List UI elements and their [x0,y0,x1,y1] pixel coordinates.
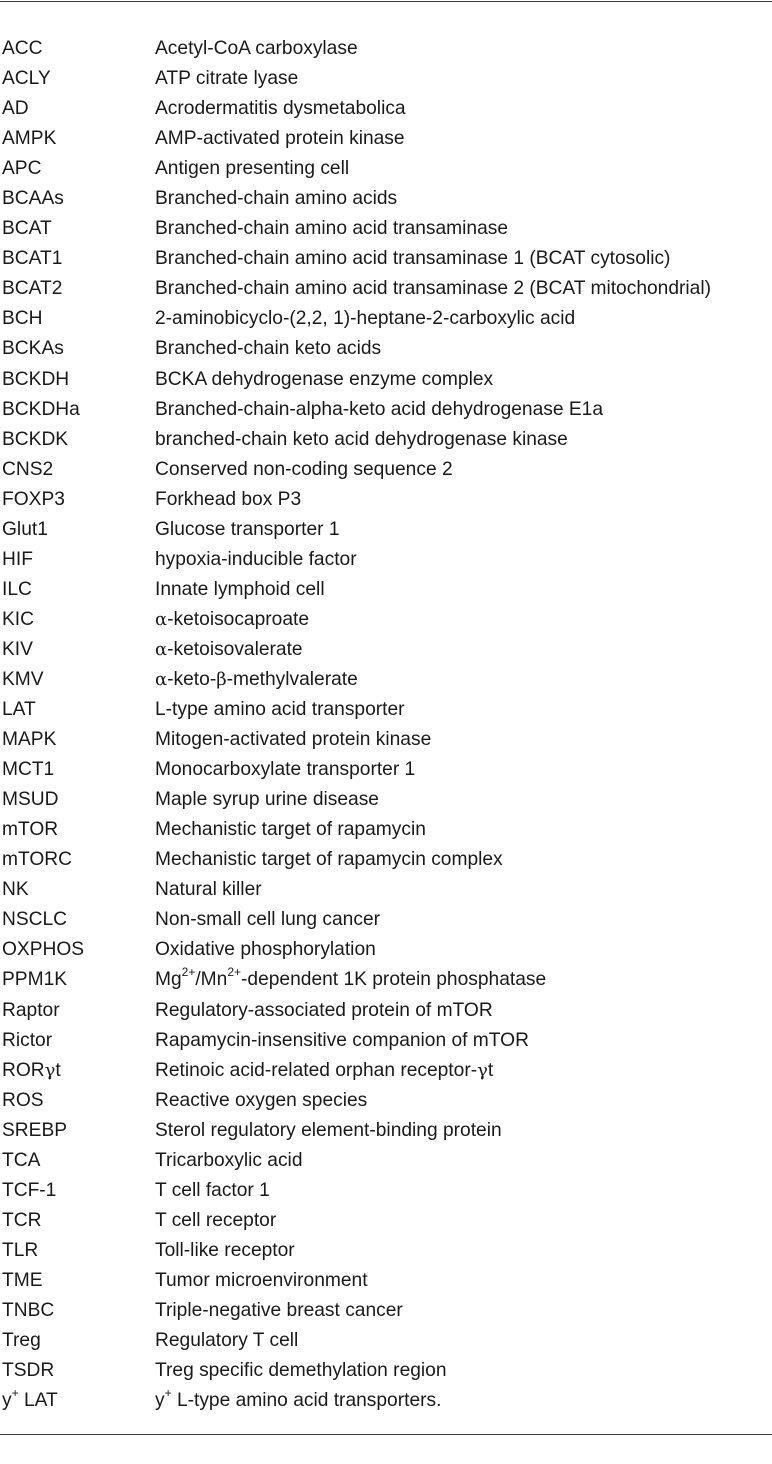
definition-cell: Toll-like receptor [155,1239,295,1261]
table-row [0,365,772,395]
table-row [0,244,772,274]
abbreviation-cell: ROS [2,1089,44,1111]
abbreviation-cell: ACC [2,38,43,60]
table-row [0,1296,772,1326]
definition-cell: Acetyl-CoA carboxylase [155,38,358,60]
definition-cell: Acrodermatitis dysmetabolica [155,98,406,120]
abbreviation-cell: TME [2,1269,43,1291]
definition-cell: Branched-chain amino acid transaminase 1 (BCAT cytosolic) [155,248,671,270]
table-row [0,1206,772,1236]
table-row [0,334,772,364]
abbreviation-cell: BCAAs [2,188,64,210]
definition-cell: Triple-negative breast cancer [155,1299,403,1321]
abbreviation-cell: Raptor [2,999,60,1021]
abbreviation-cell: NSCLC [2,909,68,931]
table-row [0,695,772,725]
abbreviation-cell: AMPK [2,128,57,150]
abbreviation-cell: BCH [2,308,43,330]
definition-cell: Mitogen-activated protein kinase [155,729,432,751]
abbreviation-cell: BCKDHa [2,398,80,420]
definition-cell: α-ketoisovalerate [155,638,303,660]
abbreviation-cell: BCKDH [2,368,70,390]
abbreviation-cell: MCT1 [2,759,55,781]
definition-cell: Branched-chain amino acid transaminase 2 (BCAT mitochondrial) [155,278,711,300]
definition-cell: Tumor microenvironment [155,1269,368,1291]
definition-cell: Reactive oxygen species [155,1089,368,1111]
abbreviation-cell: OXPHOS [2,939,85,961]
abbreviation-cell: TSDR [2,1360,55,1382]
abbreviation-cell: TCA [2,1149,41,1171]
definition-cell: Sterol regulatory element-binding protein [155,1119,502,1141]
abbreviation-cell: BCAT1 [2,248,63,270]
table-row [0,214,772,244]
table-row [0,845,772,875]
abbreviation-cell: mTORC [2,849,72,871]
table-row [0,1176,772,1206]
table-row [0,1056,772,1086]
table-row [0,1356,772,1386]
definition-cell: Mechanistic target of rapamycin complex [155,849,503,871]
table-row [0,124,772,154]
table-row [0,875,772,905]
table-row [0,1146,772,1176]
abbreviation-cell: TLR [2,1239,39,1261]
abbreviation-cell: Rictor [2,1029,53,1051]
table-row [0,485,772,515]
table-row [0,1236,772,1266]
table-row [0,755,772,785]
abbreviations-table [0,34,772,1416]
definition-cell: Monocarboxylate transporter 1 [155,759,416,781]
abbreviation-cell: Glut1 [2,518,48,540]
table-row [0,274,772,304]
abbreviation-cell: HIF [2,548,33,570]
definition-cell: Maple syrup urine disease [155,789,379,811]
table-row [0,1116,772,1146]
definition-cell: BCKA dehydrogenase enzyme complex [155,368,494,390]
definition-cell: Mechanistic target of rapamycin [155,819,426,841]
table-row [0,34,772,64]
table-row [0,94,772,124]
table-row [0,1326,772,1356]
abbreviation-cell: TCR [2,1209,42,1231]
abbreviation-cell: BCAT2 [2,278,63,300]
table-row [0,1266,772,1296]
abbreviation-cell: Treg [2,1330,41,1352]
abbreviation-cell: SREBP [2,1119,68,1141]
abbreviation-cell: ACLY [2,68,51,90]
definition-cell: Treg specific demethylation region [155,1360,447,1382]
definition-cell: Forkhead box P3 [155,488,302,510]
abbreviation-cell: MAPK [2,729,57,751]
table-row [0,1026,772,1056]
definition-cell: Branched-chain amino acid transaminase [155,218,509,240]
definition-cell: Non-small cell lung cancer [155,909,381,931]
abbreviation-cell: APC [2,158,42,180]
table-row [0,996,772,1026]
table-row [0,154,772,184]
definition-cell: Regulatory-associated protein of mTOR [155,999,493,1021]
abbreviation-cell: KMV [2,669,44,690]
abbreviation-cell: y+ LAT [2,1385,58,1412]
table-row [0,304,772,334]
abbreviation-cell: mTOR [2,819,59,841]
definition-cell: Conserved non-coding sequence 2 [155,458,453,480]
definition-cell: T cell factor 1 [155,1179,270,1201]
definition-cell: Branched-chain amino acids [155,188,398,210]
table-row [0,1386,772,1416]
definition-cell: $Mg^{2+}/Mn^{2+}$-dependent 1K protein phosphatase [155,965,547,991]
definition-cell: Oxidative phosphorylation [155,939,376,961]
definition-cell: Tricarboxylic acid [155,1149,303,1171]
definition-cell: Branched-chain keto acids [155,338,382,360]
definition-cell: Innate lymphoid cell [155,578,325,600]
abbreviations-table-body [0,34,772,1416]
definition-cell: Retinoic acid-related orphan receptor-γt [155,1059,494,1081]
table-row [0,665,772,695]
table-top-rule [0,1,772,2]
table-row [0,515,772,545]
table-row [0,1086,772,1116]
definition-cell: L-type amino acid transporter [155,699,405,721]
table-row [0,635,772,665]
definition-cell: AMP-activated protein kinase [155,128,405,150]
abbreviation-cell: AD [2,98,29,120]
table-row [0,545,772,575]
abbreviation-cell: NK [2,879,29,901]
definition-cell: T cell receptor [155,1209,277,1231]
definition-cell: Rapamycin-insensitive companion of mTOR [155,1029,529,1051]
table-row [0,935,772,965]
table-row [0,395,772,425]
abbreviation-cell: LAT [2,699,36,721]
definition-cell: 2-aminobicyclo-(2,2, 1)-heptane-2-carboxylic acid [155,308,576,330]
table-row [0,605,772,635]
definition-cell: ATP citrate lyase [155,68,299,90]
table-row [0,64,772,94]
table-row [0,725,772,755]
definition-cell: branched-chain keto acid dehydrogenase kinase [155,428,568,450]
definition-cell: y+ L-type amino acid transporters. [155,1385,442,1412]
definition-cell: Glucose transporter 1 [155,518,340,540]
abbreviation-cell: BCKAs [2,338,64,360]
abbreviation-cell: KIC [2,608,34,630]
table-row [0,184,772,214]
definition-cell: Natural killer [155,879,262,901]
abbreviation-cell: TCF-1 [2,1179,57,1201]
abbreviation-cell: PPM1K [2,969,68,991]
abbreviation-cell: BCAT [2,218,52,240]
definition-cell: Regulatory T cell [155,1330,299,1352]
abbreviation-cell: KIV [2,638,33,660]
table-row [0,815,772,845]
table-row [0,905,772,935]
abbreviation-cell: FOXP3 [2,488,65,510]
table-row [0,455,772,485]
abbreviation-cell: TNBC [2,1299,55,1321]
definition-cell: α-ketoisocaproate [155,608,310,630]
definition-cell: Antigen presenting cell [155,158,350,180]
definition-cell: hypoxia-inducible factor [155,548,357,570]
definition-cell: α-keto-β-methylvalerate [155,669,358,690]
table-row [0,425,772,455]
abbreviation-cell: BCKDK [2,428,69,450]
table-row [0,785,772,815]
table-row [0,965,772,995]
table-row [0,575,772,605]
abbreviation-cell: RORγt [2,1059,61,1081]
definition-cell: Branched-chain-alpha-keto acid dehydrogenase E1a [155,398,604,420]
table-bottom-rule [0,1434,772,1435]
abbreviation-cell: MSUD [2,789,59,811]
abbreviation-cell: ILC [2,578,32,600]
abbreviation-cell: CNS2 [2,458,54,480]
